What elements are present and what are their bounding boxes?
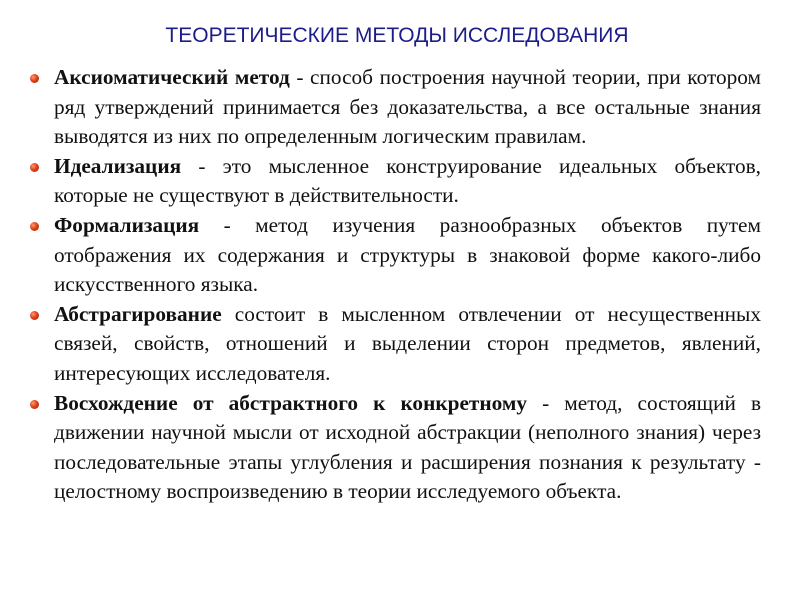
list-item-ascent	[54, 389, 761, 507]
bullet-icon	[30, 222, 39, 231]
bullet-icon	[30, 74, 39, 83]
term-definition: - это мысленное конструирование идеальных объектов, которые не существуют в действительности.	[54, 153, 761, 208]
slide-title: ТЕОРЕТИЧЕСКИЕ МЕТОДЫ ИССЛЕДОВАНИЯ	[165, 24, 629, 47]
term-definition: - способ построения научной теории, при котором ряд утверждений принимается без доказательства, а все остальные знания выводятся из них по определенным логическим правилам.	[54, 65, 761, 149]
term-label: Аксиоматический метод	[54, 65, 290, 89]
term-label: Формализация	[54, 212, 200, 237]
list-item-axiomatic	[54, 63, 761, 152]
bullet-icon	[30, 400, 39, 409]
term-definition: состоит в мысленном отвлечении от несущественных связей, свойств, отношений и выделении сторон предметов, явлений, интересующих исследователя.	[54, 301, 761, 385]
term-label: Восхождение от абстрактного к конкретному	[54, 390, 528, 415]
bullet-icon	[30, 311, 39, 320]
term-label: Абстрагирование	[54, 301, 222, 326]
bullet-icon	[30, 163, 39, 172]
term-definition: - метод, состоящий в движении научной мысли от исходной абстракции (неполного знания) через последовательные этапы углубления и расширения познания к результату - целостному воспроизведению в теории исследуемого объекта.	[54, 390, 761, 504]
term-definition: - метод изучения разнообразных объектов путем отображения их содержания и структуры в знаковой форме какого-либо искусственного языка.	[54, 212, 761, 297]
list-item-abstraction	[54, 300, 761, 389]
methods-list	[54, 63, 761, 507]
term-label: Идеализация	[54, 153, 182, 178]
list-item-idealization	[54, 152, 761, 211]
list-item-formalization	[54, 211, 761, 300]
